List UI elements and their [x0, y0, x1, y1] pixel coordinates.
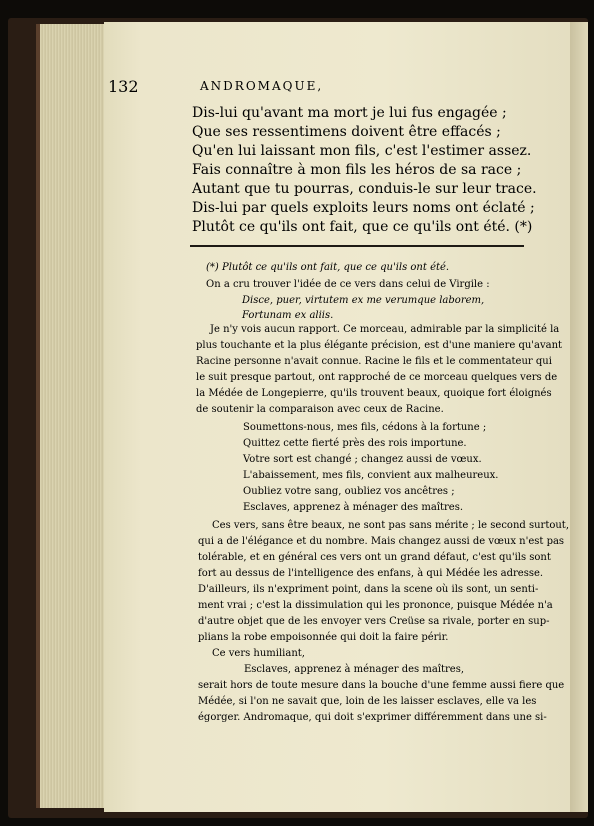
verse-line: Autant que tu pourras, conduis-le sur leur trace. [192, 181, 537, 197]
footnote-line: qui a de l'élégance et du nombre. Mais changez aussi de vœux n'est pas [198, 536, 565, 547]
footnote-line: d'autre objet que de les envoyer vers Creüse sa rivale, porter en sup- [198, 616, 550, 627]
quote-line: L'abaissement, mes fils, convient aux malheureux. [243, 470, 499, 481]
page-number: 132 [108, 77, 139, 96]
quote-line: Fortunam ex aliis. [242, 310, 334, 321]
running-title: ANDROMAQUE, [200, 79, 324, 93]
verse-line: Fais connaître à mon fils les héros de sa race ; [192, 162, 522, 178]
verse-line: Que ses ressentimens doivent être effacés ; [192, 124, 501, 140]
quote-line: Quittez cette fierté près des rois importune. [243, 438, 467, 449]
footnote-line: égorger. Andromaque, qui doit s'exprimer différemment dans une si- [198, 712, 547, 723]
quote-line: Esclaves, apprenez à ménager des maîtres. [243, 502, 464, 513]
footnote-line: Médée, si l'on ne savait que, loin de les laisser esclaves, elle va les [198, 696, 537, 707]
verse-line: Dis-lui qu'avant ma mort je lui fus engagée ; [192, 105, 507, 121]
footnote-line: serait hors de toute mesure dans la bouche d'une femme aussi fiere que [198, 680, 565, 691]
footnote-line: fort au dessus de l'intelligence des enfans, à qui Médée les adresse. [198, 568, 544, 579]
quote-line: Esclaves, apprenez à ménager des maîtres, [244, 664, 465, 675]
quote-line: Soumettons-nous, mes fils, cédons à la fortune ; [243, 422, 487, 433]
footnote-line: On a cru trouver l'idée de ce vers dans celui de Virgile : [206, 279, 490, 290]
footnote-line: tolérable, et en général ces vers ont un grand défaut, c'est qu'ils sont [198, 552, 551, 563]
footnote-line: ment vrai ; c'est la dissimulation qui les prononce, puisque Médée n'a [198, 600, 553, 611]
quote-line: Votre sort est changé ; changez aussi de vœux. [243, 454, 482, 465]
footnote-line: Ces vers, sans être beaux, ne sont pas sans mérite ; le second surtout, [212, 520, 569, 531]
verse-line: Qu'en lui laissant mon fils, c'est l'estimer assez. [192, 143, 532, 159]
quote-line: Oubliez votre sang, oubliez vos ancêtres ; [243, 486, 455, 497]
quote-line: Disce, puer, virtutem ex me verumque laborem, [242, 295, 485, 306]
footnote-line: Je n'y vois aucun rapport. Ce morceau, admirable par la simplicité la [210, 324, 560, 335]
footnote-line: D'ailleurs, ils n'expriment point, dans la scene où ils sont, un senti- [198, 584, 539, 595]
facing-page-edge [570, 22, 588, 812]
verse-line: Dis-lui par quels exploits leurs noms ont éclaté ; [192, 200, 535, 216]
footnote-rule [190, 245, 524, 247]
footnote-line: Ce vers humiliant, [212, 648, 305, 659]
footnote-line: plus touchante et la plus élégante précision, est d'une maniere qu'avant [196, 340, 563, 351]
footnote-line: (*) Plutôt ce qu'ils ont fait, que ce qu'ils ont été. [206, 262, 450, 273]
footnote-line: de soutenir la comparaison avec ceux de Racine. [196, 404, 444, 415]
footnote-line: le suit presque partout, ont rapproché de ce morceau quelques vers de [196, 372, 558, 383]
footnote-line: Racine personne n'avait connue. Racine le fils et le commentateur qui [196, 356, 552, 367]
verse-line: Plutôt ce qu'ils ont fait, que ce qu'ils ont été. (*) [192, 219, 533, 235]
footnote-line: plians la robe empoisonnée qui doit la faire périr. [198, 632, 449, 643]
page-edges [36, 24, 110, 808]
footnote-line: la Médée de Longepierre, qu'ils trouvent beaux, quoique fort éloignés [196, 388, 552, 399]
book-page [104, 22, 570, 812]
